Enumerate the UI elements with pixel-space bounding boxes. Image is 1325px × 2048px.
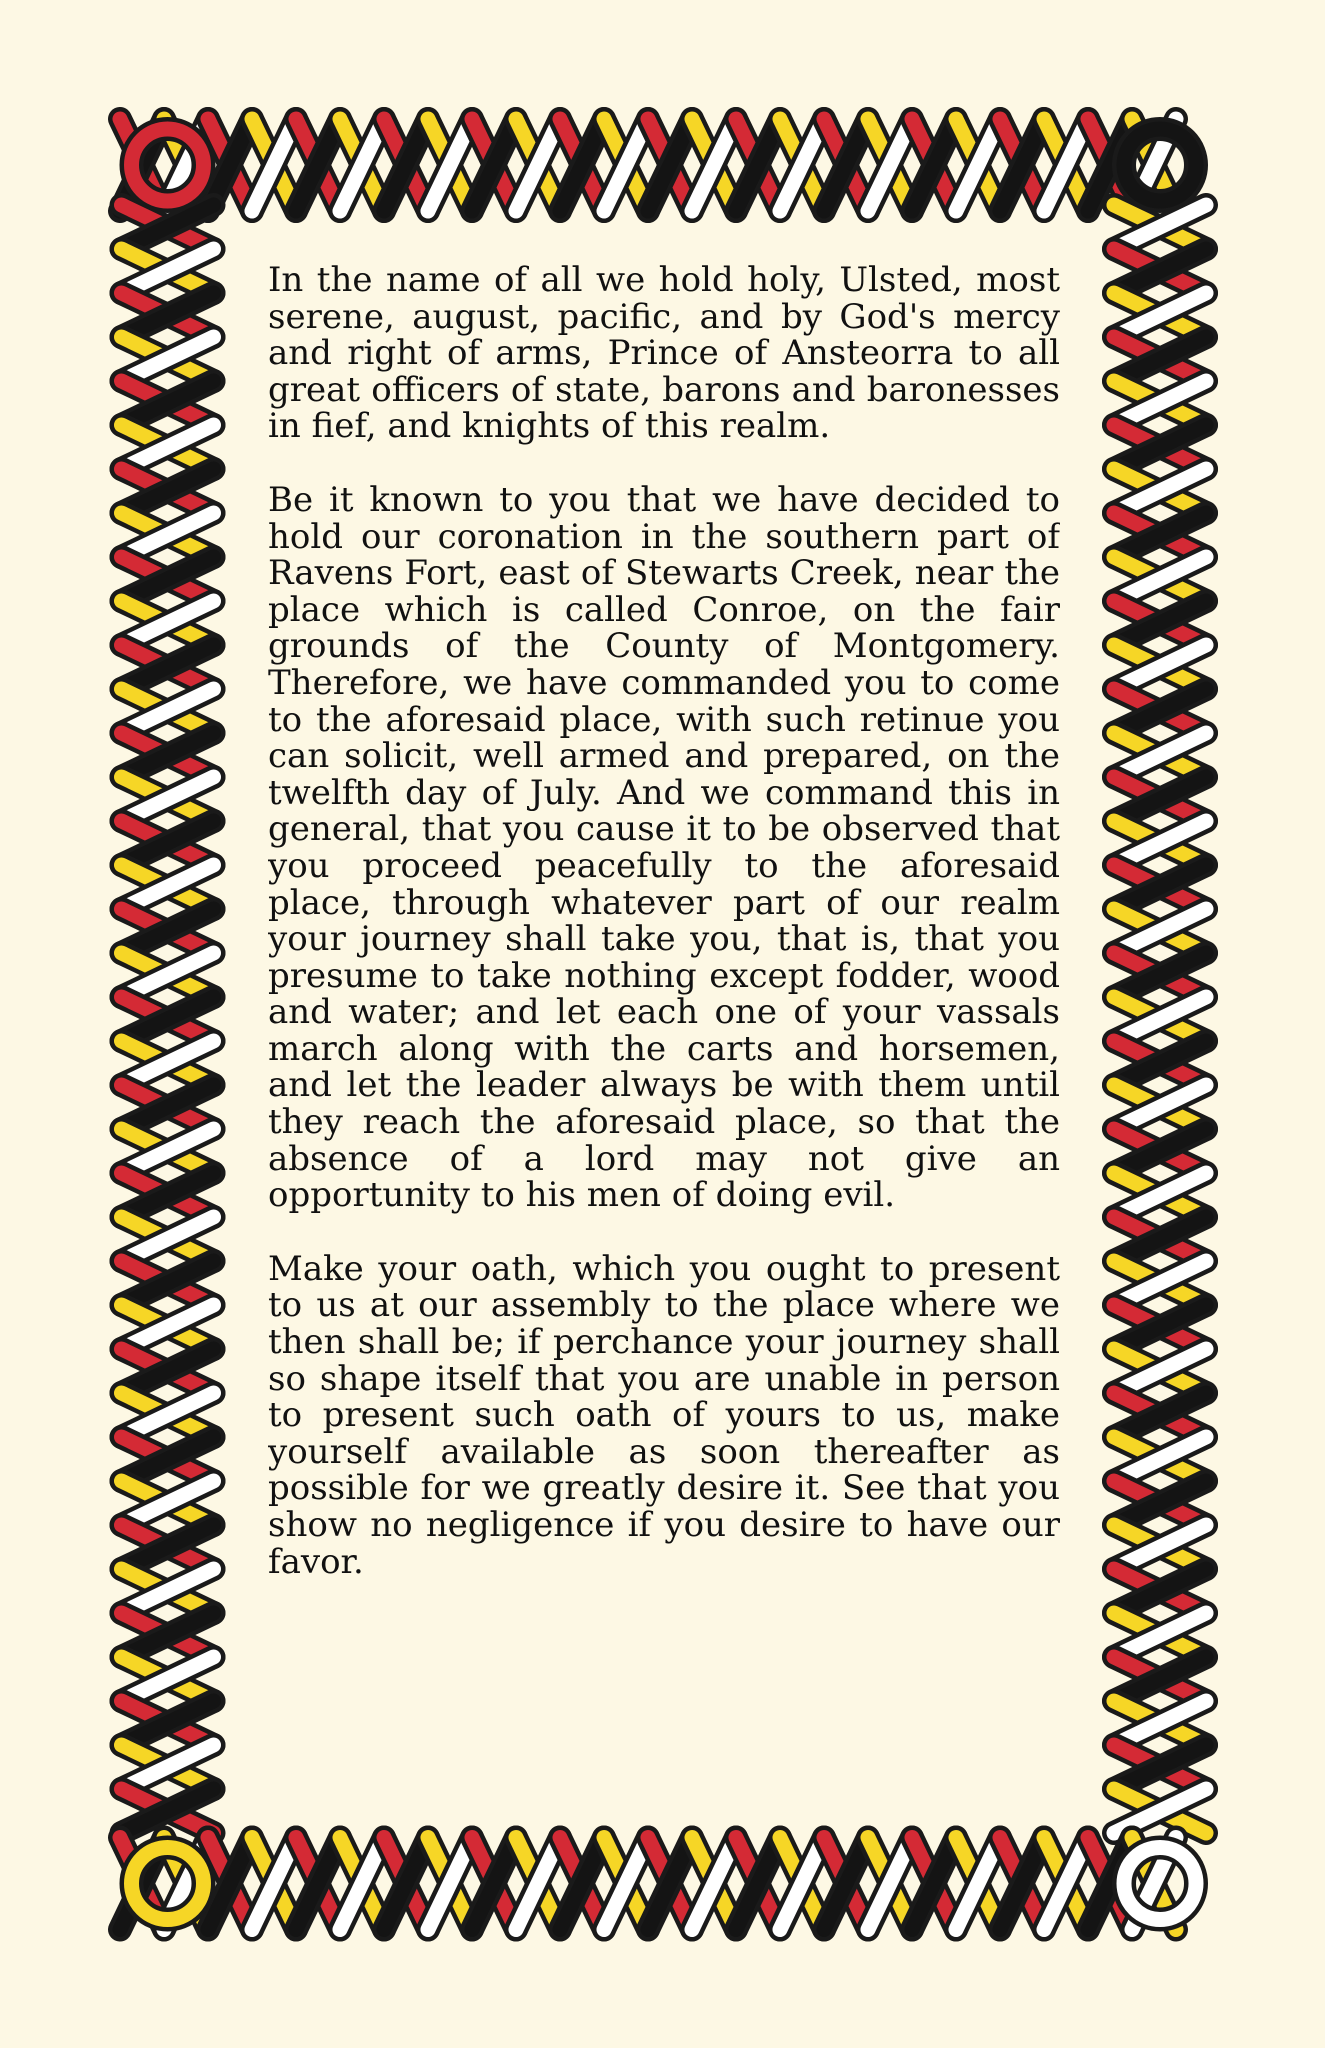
- paragraph-salutation: In the name of all we hold holy, Ulsted, most serene, august, pacific, and by God's mercy and right of arms, Prince of Ansteorra to all great officers of state, barons and baronesses in fief, and knights of this realm.: [268, 262, 1060, 447]
- paragraph-oath: Make your oath, which you ought to present to us at our assembly to the place where we then shall be; if perchance your journey shall so shape itself that you are unable in person to present such oath of yours to us, make yourself available as soon thereafter as possible for we greatly desire it. See that you show no negligence if you desire to have our favor.: [268, 1248, 1060, 1582]
- proclamation-text: [268, 262, 1060, 1792]
- paragraph-summons: Be it known to you that we have decided to hold our coronation in the southern part of Ravens Fort, east of Stewarts Creek, near the place which is called Conroe, on the fair grounds of the County of Montgomery. Therefore, we have commanded you to come to the aforesaid place, with such retinue you can solicit, well armed and prepared, on the twelfth day of July. And we command this in general, that you cause it to be observed that you proceed peacefully to the aforesaid place, through whatever part of our realm your journey shall take you, that is, that you presume to take nothing except fodder, wood and water; and let each one of your vassals march along with the carts and horsemen, and let the leader always be with them until they reach the aforesaid place, so that the absence of a lord may not give an opportunity to his men of doing evil.: [268, 479, 1060, 1216]
